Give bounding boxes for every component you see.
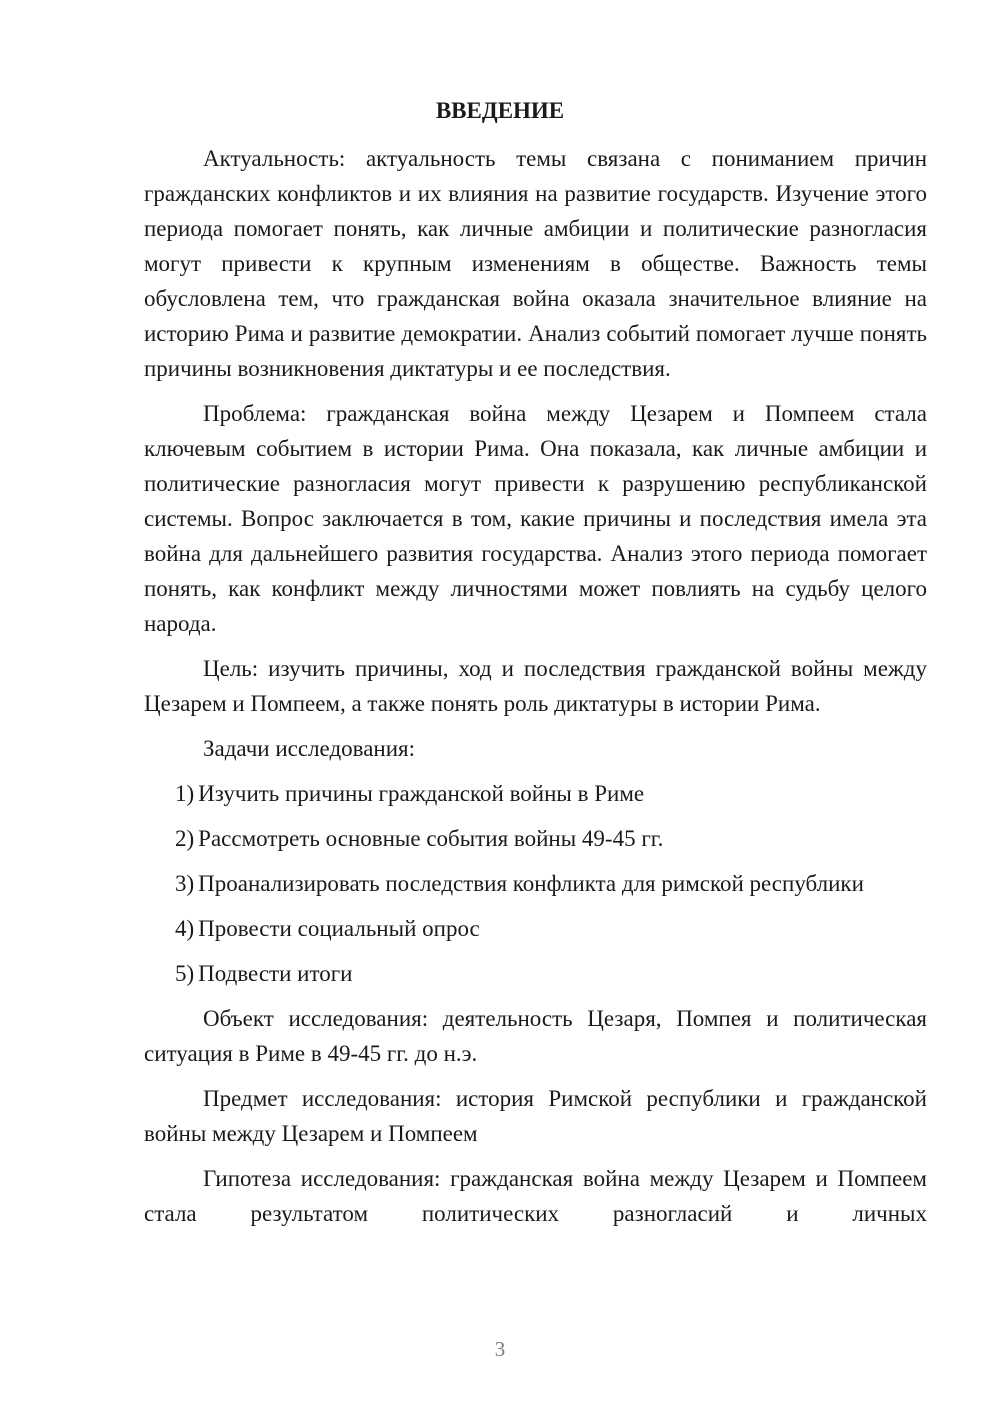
- task-number: 2): [175, 826, 195, 851]
- task-item: [144, 956, 927, 991]
- page-number: 3: [494, 1337, 506, 1361]
- task-item: [144, 911, 927, 946]
- task-number: 1): [175, 781, 195, 806]
- section-heading: ВВЕДЕНИЕ: [435, 98, 565, 123]
- tasks-title: Задачи исследования:: [203, 736, 416, 761]
- task-item: [144, 776, 927, 811]
- task-item: [144, 866, 927, 901]
- tasks-list: [144, 776, 927, 991]
- task-text: Изучить причины гражданской войны в Риме: [198, 781, 645, 806]
- task-number: 5): [175, 961, 195, 986]
- hypothesis-paragraph: Гипотеза исследования: гражданская война между Цезарем и Помпеем стала результатом политических разногласий и личных: [144, 1166, 927, 1226]
- task-text: Провести социальный опрос: [198, 916, 480, 941]
- task-item: [144, 821, 927, 856]
- problem-paragraph: Проблема: гражданская война между Цезарем и Помпеем стала ключевым событием в истории Рима. Она показала, как личные амбиции и политические разногласия могут привести к разрушению республиканской системы. Вопрос заключается в том, какие причины и последствия имела эта война для дальнейшего развития государства. Анализ этого периода помогает понять, как конфликт между личностями может повлиять на судьбу целого народа.: [144, 401, 927, 636]
- body-text: [144, 141, 927, 1231]
- task-text: Рассмотреть основные события войны 49-45 гг.: [198, 826, 664, 851]
- task-text: Подвести итоги: [198, 961, 353, 986]
- subject-paragraph: Предмет исследования: история Римской республики и гражданской войны между Цезарем и Помпеем: [144, 1086, 927, 1146]
- goal-paragraph: Цель: изучить причины, ход и последствия гражданской войны между Цезарем и Помпеем, а также понять роль диктатуры в истории Рима.: [144, 656, 927, 716]
- object-paragraph: Объект исследования: деятельность Цезаря, Помпея и политическая ситуация в Риме в 49-45 гг. до н.э.: [144, 1006, 927, 1066]
- task-number: 4): [175, 916, 195, 941]
- relevance-paragraph: Актуальность: актуальность темы связана с пониманием причин гражданских конфликтов и их влияния на развитие государств. Изучение этого периода помогает понять, как личные амбиции и политические разногласия могут привести к крупным изменениям в обществе. Важность темы обусловлена тем, что гражданская война оказала значительное влияние на историю Рима и развитие демократии. Анализ событий помогает лучше понять причины возникновения диктатуры и ее последствия.: [144, 146, 927, 381]
- task-number: 3): [175, 871, 195, 896]
- task-text: Проанализировать последствия конфликта для римской республики: [198, 871, 864, 896]
